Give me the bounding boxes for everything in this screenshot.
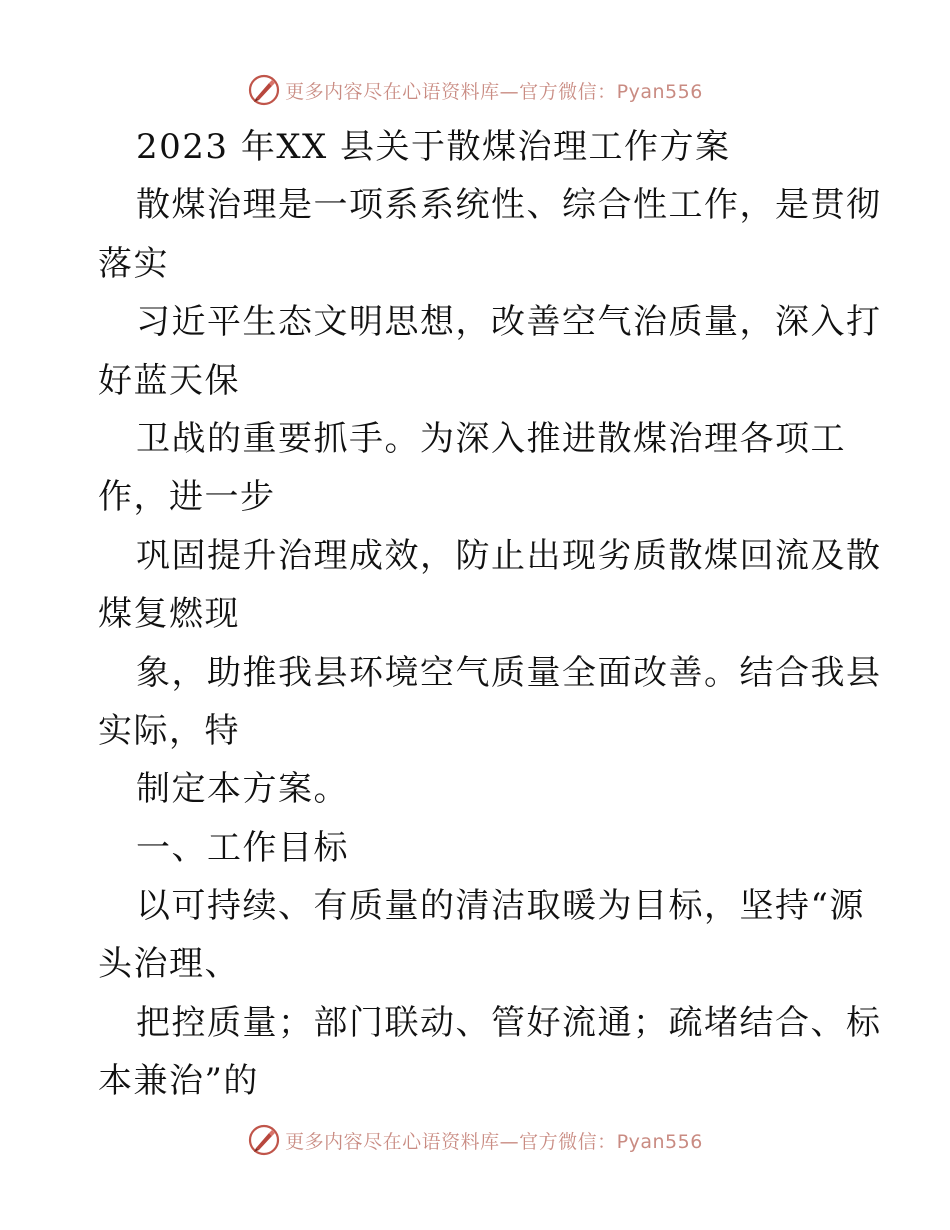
doc-line: 本兼治”的 (98, 1061, 259, 1102)
doc-line: 作，进一步 (98, 477, 276, 518)
watermark-text: 更多内容尽在心语资料库—官方微信：Pyan556 (285, 80, 703, 103)
doc-line: 把控质量；部门联动、管好流通；疏堵结合、标 (136, 1002, 882, 1043)
doc-line: 散煤治理是一项系系统性、综合性工作，是贯彻 (136, 185, 882, 226)
document-body (98, 118, 882, 1111)
doc-line: 头治理、 (98, 944, 240, 985)
doc-line: 制定本方案。 (136, 769, 349, 810)
doc-line: 卫战的重要抓手。为深入推进散煤治理各项工 (136, 418, 846, 459)
doc-line: 煤复燃现 (98, 594, 240, 635)
doc-line: 实际，特 (98, 710, 240, 751)
section-heading: 一、工作目标 (136, 827, 349, 868)
pen-logo-icon (247, 73, 281, 107)
doc-line: 习近平生态文明思想，改善空气治质量，深入打 (136, 302, 882, 343)
doc-line: 好蓝天保 (98, 360, 240, 401)
doc-line: 落实 (98, 243, 169, 284)
watermark-banner-bottom (0, 1120, 950, 1160)
pen-logo-icon (247, 1123, 281, 1157)
doc-title: 2023 年XX 县关于散煤治理工作方案 (136, 127, 731, 167)
watermark-banner-top (0, 70, 950, 110)
doc-line: 巩固提升治理成效，防止出现劣质散煤回流及散 (136, 535, 882, 576)
doc-line: 以可持续、有质量的清洁取暖为目标，坚持“源 (136, 886, 865, 927)
watermark-text: 更多内容尽在心语资料库—官方微信：Pyan556 (285, 1130, 703, 1153)
doc-line: 象，助推我县环境空气质量全面改善。结合我县 (136, 652, 882, 693)
